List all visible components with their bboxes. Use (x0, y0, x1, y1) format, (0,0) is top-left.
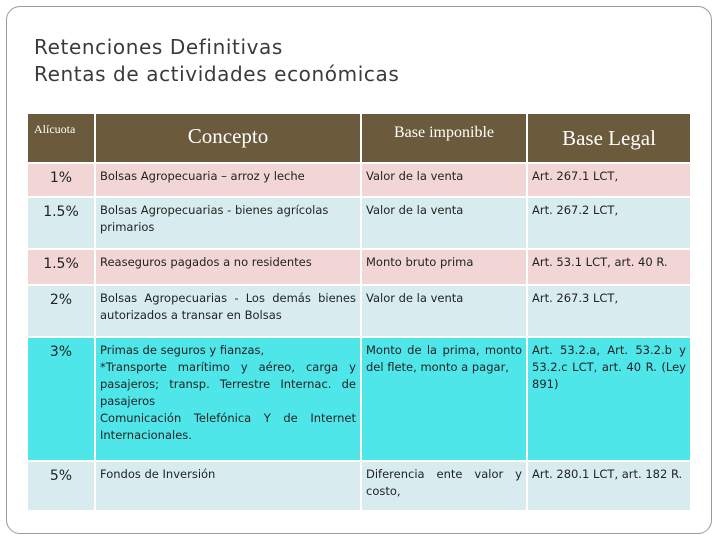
legal-cell: Art. 267.2 LCT, (527, 197, 691, 249)
rate-cell: 1% (27, 163, 95, 197)
legal-cell: Art. 53.1 LCT, art. 40 R. (527, 249, 691, 285)
rate-cell: 2% (27, 285, 95, 337)
concepto-cell: Fondos de Inversión (95, 461, 361, 511)
base-cell: Valor de la venta (361, 197, 527, 249)
title-line-1: Retenciones Definitivas (34, 35, 283, 59)
table-row (27, 249, 691, 285)
rate-cell: 1.5% (27, 249, 95, 285)
base-cell: Monto bruto prima (361, 249, 527, 285)
table-row (27, 337, 691, 461)
base-cell: Valor de la venta (361, 163, 527, 197)
table-row (27, 163, 691, 197)
table-row (27, 461, 691, 511)
base-cell: Monto de la prima, monto del flete, monto a pagar, (361, 337, 527, 461)
rate-cell: 5% (27, 461, 95, 511)
legal-cell: Art. 267.1 LCT, (527, 163, 691, 197)
slide-title (34, 34, 399, 88)
concepto-cell: Reaseguros pagados a no residentes (95, 249, 361, 285)
header-concepto: Concepto (95, 113, 361, 163)
legal-cell: Art. 267.3 LCT, (527, 285, 691, 337)
table-header-row (27, 113, 691, 163)
base-cell: Valor de la venta (361, 285, 527, 337)
concepto-cell: Bolsas Agropecuarias - Los demás bienes autorizados a transar en Bolsas (95, 285, 361, 337)
header-alicuota: Alícuota (27, 113, 95, 163)
retenciones-table (26, 112, 692, 512)
concepto-line: Comunicación Telefónica Y de Internet Internacionales. (100, 411, 356, 442)
rate-cell: 3% (27, 337, 95, 461)
concepto-line: *Transporte marítimo y aéreo, carga y pasajeros; transp. Terrestre Internac. de pasajeros (100, 360, 356, 408)
table-row (27, 197, 691, 249)
header-base-imponible: Base imponible (361, 113, 527, 163)
table-row (27, 285, 691, 337)
header-base-legal: Base Legal (527, 113, 691, 163)
concepto-cell: Bolsas Agropecuaria – arroz y leche (95, 163, 361, 197)
concepto-cell: Bolsas Agropecuarias - bienes agrícolas primarios (95, 197, 361, 249)
concepto-line: Primas de seguros y fianzas, (100, 343, 265, 357)
title-line-2: Rentas de actividades económicas (34, 62, 400, 86)
concepto-cell (95, 337, 361, 461)
base-cell: Diferencia ente valor y costo, (361, 461, 527, 511)
legal-cell: Art. 53.2.a, Art. 53.2.b y 53.2.c LCT, art. 40 R. (Ley 891) (527, 337, 691, 461)
rate-cell: 1.5% (27, 197, 95, 249)
legal-cell: Art. 280.1 LCT, art. 182 R. (527, 461, 691, 511)
